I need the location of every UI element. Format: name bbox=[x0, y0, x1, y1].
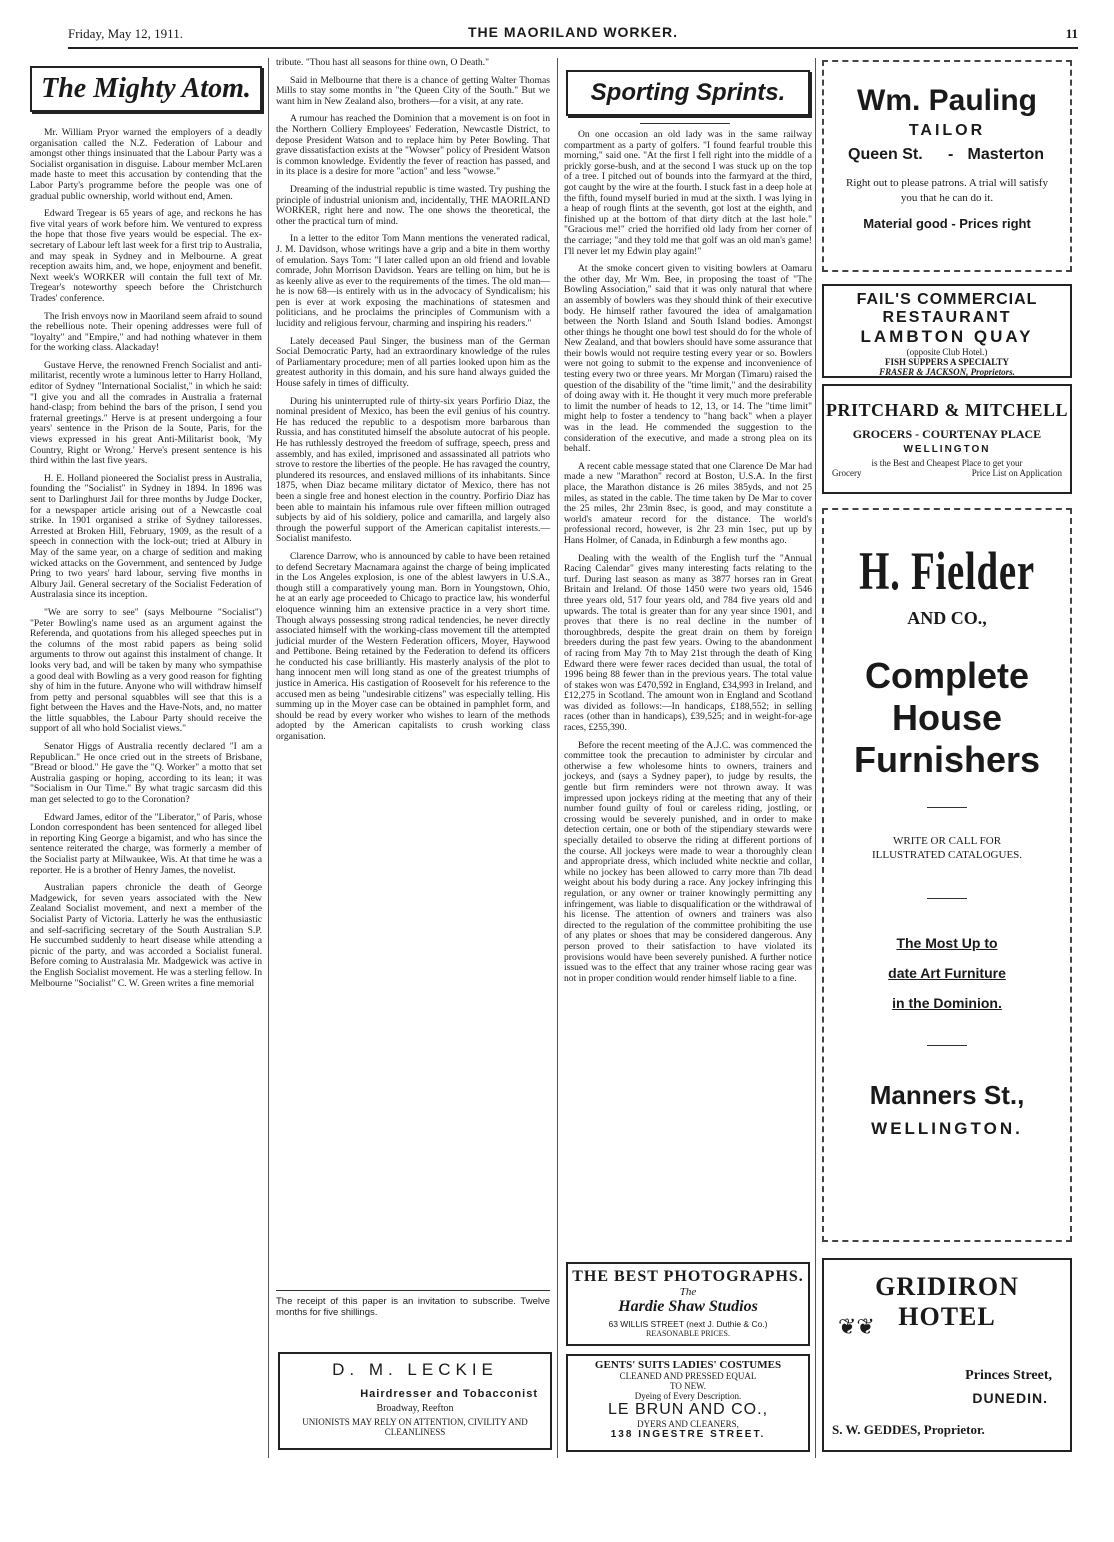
divider bbox=[276, 1290, 550, 1291]
header-rule bbox=[68, 47, 1078, 49]
leckie-ad bbox=[278, 1352, 552, 1450]
paragraph: During his uninterrupted rule of thirty-six years Porfirio Diaz, the nominal president of Mexico, has been the evil genius of his country. He has reduced the republic to a despotism more barbarous than Russia, and has constituted himself the absolute autocrat of his people. He has ruthlessly destroyed the freedom of suffrage, speech, press and assembly, and has exiled, imprisoned and assassinated all patriots who strove to restore the liberties of the people. He has ravaged the country, plundered its resources, and enslaved millions of its inhabitants. Since 1875, when Diaz became military dictator of Mexico, there has not been a single free and honest election in the country. Porfirio Diaz has been able to maintain his infamous rule over fifteen million outraged subjects by aid of his soldiery, police and camarilla, and largely also through the powerful support of the American capitalist interests.—Socialist manifesto. bbox=[276, 395, 550, 545]
divider bbox=[640, 123, 730, 124]
fielder-tagline: House bbox=[891, 697, 1003, 738]
le-brun-name: LE BRUN AND CO., bbox=[607, 1401, 769, 1418]
le-brun-line: Dyeing of Every Description. bbox=[634, 1391, 742, 1401]
gridiron-ornament-icon: ❦❦ bbox=[838, 1314, 875, 1339]
leckie-name: D. M. LECKIE bbox=[332, 1360, 498, 1379]
sporting-sprints-title: Sporting Sprints. bbox=[566, 70, 810, 116]
divider bbox=[927, 807, 967, 808]
paragraph: Lately deceased Paul Singer, the business man of the German Social Democratic Party, had an extraordinary knowledge of the rules of Parliamentary procedure; men of all parties looked upon him as the greatest authority in this domain, and his sure hand always guided the House safely in times of difficulty. bbox=[276, 335, 550, 390]
pritchard-mitchell-ad bbox=[822, 384, 1072, 494]
gridiron-proprietor: S. W. GEDDES, Proprietor. bbox=[832, 1422, 985, 1437]
leckie-trade: Hairdresser and Tobacconist bbox=[360, 1388, 538, 1400]
gridiron-hotel-ad bbox=[822, 1258, 1072, 1452]
pritchard-line: Price List on Application bbox=[971, 468, 1062, 478]
fails-line: FISH SUPPERS A SPECIALTY bbox=[885, 357, 1009, 367]
hardie-prices: REASONABLE PRICES. bbox=[645, 1329, 730, 1338]
le-brun-line: TO NEW. bbox=[670, 1381, 706, 1391]
hardie-the: The bbox=[679, 1286, 697, 1298]
fails-line: (opposite Club Hotel.) bbox=[906, 347, 988, 357]
fails-line: RESTAURANT bbox=[882, 309, 1012, 326]
fielder-name: H. Fielder bbox=[859, 541, 1035, 601]
fails-restaurant-ad bbox=[822, 284, 1072, 378]
fails-line: FAIL'S COMMERCIAL bbox=[856, 291, 1038, 308]
le-brun-ad bbox=[566, 1354, 810, 1452]
pauling-town: Masterton bbox=[967, 146, 1044, 163]
paragraph: In a letter to the editor Tom Mann mentions the venerated radical, J. M. Davidson, whose writings have a grip and a bite in them worthy of emulation. Says Tom: "I later called upon an old friend and lovable comrade, John Morrison Davidson. Years are telling on him, but he is as keenly alive as ever to the requirements of the times. The old man—he is now 68—is entirely with us in the advocacy of Syndicalism; his pen is ever at work exposing the machinations of statesmen and politicians, and he proclaims the principles of Communism with a lucidity and religious fervour, charming and inspiring his readers." bbox=[276, 233, 550, 330]
fielder-ad bbox=[822, 508, 1072, 1242]
hardie-address: 63 WILLIS STREET (next J. Duthie & Co.) bbox=[608, 1319, 768, 1329]
le-brun-top: GENTS' SUITS LADIES' COSTUMES bbox=[594, 1359, 782, 1371]
column-rule bbox=[815, 58, 816, 1458]
paragraph: Australian papers chronicle the death of George Madgewick, for seven years associated with the New Zealand Socialist movement, and next a member of the Socialist Party of Victoria. Latterly he was the enthusiastic and self-sacrificing secretary of the South Australian S.P. He succumbed suddenly to heart disease while attending a picnic of the party, and was accorded a Socialist funeral. Before coming to Australasia Mr. Madgewick was active in the English Socialist movement. He was a sterling fellow. In Melbourne "Socialist" C. W. Green writes a fine memorial bbox=[30, 882, 262, 989]
paragraph: A rumour has reached the Dominion that a movement is on foot in the Northern Colliery Employees' Federation, Newcastle District, to depose President Watson and to replace him by Peter Bowling. That grave dissatisfaction exists at the "Wowser" policy of President Watson is common knowledge. Evidently the fever of reaction has passed, and in its place is a desire for more "action" and less "wowse." bbox=[276, 113, 550, 178]
pritchard-city: WELLINGTON bbox=[903, 444, 991, 455]
fielder-co: AND CO., bbox=[907, 608, 987, 628]
pauling-trade: TAILOR bbox=[908, 122, 986, 139]
fielder-promo: in the Dominion. bbox=[892, 995, 1002, 1011]
leckie-address: Broadway, Reefton bbox=[376, 1403, 454, 1414]
pauling-blurb: Right out to please patrons. A trial will satisfy you that he can do it. bbox=[846, 177, 1048, 204]
pauling-street: Queen St. bbox=[848, 146, 923, 163]
column-rule bbox=[268, 58, 269, 1458]
pauling-name: Wm. Pauling bbox=[857, 84, 1037, 117]
paragraph: Said in Melbourne that there is a chance of getting Walter Thomas Mills to stay some months in "the Queen City of the South." But we want him in New Zealand also, brothers—for a visit, at any rate. bbox=[276, 74, 550, 107]
gridiron-name: GRIDIRON HOTEL bbox=[875, 1272, 1019, 1331]
gridiron-street: Princes Street, bbox=[965, 1368, 1052, 1383]
pauling-slogan: Material good - Prices right bbox=[863, 216, 1031, 231]
column-1 bbox=[30, 128, 262, 996]
paragraph: On one occasion an old lady was in the same railway compartment as a party of golfers. "I found fearful trouble this morning," said one. "At the first I fell right into the middle of a prickly gorse-bush, and at the second I was stuck up on the top of a tree. I pitched out of bounds into the farmyard at the third, got caught by the wire at the fourth. I stuck fast in a deep hole at the fifth, found myself buried in mud at the sixth. I was lying in a heap of rough flints at the seventh, got lost at the eighth, and finished up at the bottom of that dirty ditch at the last hole." "Gracious me!" cried the horrified old lady from her corner of the carriage; "and they told me that golf was an old man's game! I'll never let my Edwin play again!" bbox=[564, 129, 812, 257]
fielder-promo: date Art Furniture bbox=[888, 965, 1006, 981]
fielder-city: WELLINGTON. bbox=[871, 1119, 1023, 1138]
pritchard-footer bbox=[824, 468, 1070, 480]
paragraph: Gustave Herve, the renowned French Socialist and anti-militarist, recently wrote a luminous letter to Harry Holland, editor of Sydney "International Socialist," in which he said: "I give you and all the comrades in Australia a fraternal hand-clasp; from behind the bars of the prison, I send you fraternal greetings." Herve is at present undergoing a four years' sentence in the Prison de la Soute, Paris, for the views expressed in his great Anti-Militarist book, 'My Country, Right or Wrong.' Herve's present sentence is his third within the last five years. bbox=[30, 359, 262, 467]
paragraph: Dealing with the wealth of the English turf the "Annual Racing Calendar" gives many interesting facts relating to the turf. During last season as many as 3877 horses ran in Great Britain and Ireland. Of those 1450 were two years old, 1546 three years old, 517 four years old, and 784 five years old and upwards. The total is greater than for any year since 1901, and proves that there is no real decline in the number of thoroughbreds, despite the great drain on them by foreign breeders during the past few years. Owing to the abandonment of racing from May 7th to May 21st through the death of King Edward there were fewer races decided than usual, the total of 1996 being 88 fewer than in the previous years. The total value of stakes won was £470,592 in England, £34,993 in Ireland, and £12,275 in Scotland. The amount won in England and Scotland was divided as follows:—In handicaps, £188,552; in selling races (other than in handicaps), £39,525; and in weight-for-age races, £255,390. bbox=[564, 552, 812, 734]
paragraph: Clarence Darrow, who is announced by cable to have been retained to defend Secretary Macnamara against the charge of being implicated in the Los Angeles explosion, is one of the ablest lawyers in U.S.A., though still a comparatively young man. Born in Youngstown, Ohio, he at an early age proceeded to Chicago to practice law, his wonderful eloquence winning him an extensive practice in a very short time. Though always possessing strong radical tendencies, he never directly associated himself with the working-class movement till the attempted judicial murder of the Western Federation officers, Moyer, Haywood and Pettibone. Being retained by the Federation to defend its officers he conducted his case brilliantly. His masterly analysis of the plot to hang innocent men will long stand as one of the greatest triumphs of justice in America. His castigation of Roosevelt for his reference to the accused men as being "undesirable citizens" was especially telling. His summing up in the Moyer case can be obtained in pamphlet form, and should be read by every worker who wishes to learn of the methods adopted by the American capitalists to crush working class organisation. bbox=[276, 550, 550, 743]
column-3 bbox=[564, 130, 812, 991]
hardie-headline: THE BEST PHOTOGRAPHS. bbox=[572, 1268, 804, 1285]
receipt-notice-box bbox=[276, 1296, 550, 1325]
receipt-notice: The receipt of this paper is an invitation to subscribe. Twelve months for five shillings. bbox=[276, 1296, 550, 1318]
paragraph: At the smoke concert given to visiting bowlers at Oamaru the other day, Mr Wm. Bee, in proposing the toast of "The Bowling Association," said that it was only natural that where an assembly of bowlers was they should think of their executive body. He himself rather favoured the idea of amalgamation between the North Island and South Island bodies. Amongst other things he thought one bowl test should do for the whole of New Zealand, and that bowlers should have some assurance that their bowls would not require testing every year or so. Bowlers were not going to submit to the expense and inconvenience of testing every two or three years. Mr Morgan (Timaru) raised the question of the disability of the "time limit," and the desirability of doing away with it. He thought it very much more preferable to limit the number of heads to 12, 13, or 14. The "time limit" might help to foster a tendency to "hang back" when a player was in the lead. He commended the suggestion to the consideration of the executive, and made a strong plea on its behalf. bbox=[564, 263, 812, 455]
paragraph: "We are sorry to see" (says Melbourne "Socialist") "Peter Bowling's name used as an argument against the Referenda, and quotations from his alleged speeches put in the columns of the most rabid papers as being solid arguments to throw out against this instalment of change. It looks very bad, and will be taken by many who sympathise a good deal with Bowling as a very good reason for fighting shy of him in the future. Anyone who will withdraw himself from petty and personal squabbles will see that this is a fight between the Haves and the Have-Nots, and, no matter the little squabbles, the Labour Party should receive the support of all who hold Socialist views." bbox=[30, 606, 262, 735]
paragraph: tribute. "Thou hast all seasons for thine own, O Death." bbox=[276, 57, 489, 68]
column-2 bbox=[276, 58, 550, 750]
gridiron-city: DUNEDIN. bbox=[972, 1390, 1048, 1406]
fails-street: LAMBTON QUAY bbox=[860, 327, 1034, 346]
fielder-tagline: Furnishers bbox=[853, 739, 1041, 780]
hardie-studio: Hardie Shaw Studios bbox=[618, 1298, 758, 1315]
issue-date: Friday, May 12, 1911. bbox=[68, 26, 183, 41]
pritchard-name: PRITCHARD & MITCHELL bbox=[825, 400, 1068, 420]
divider bbox=[927, 1045, 967, 1046]
column-rule bbox=[557, 58, 558, 1458]
pauling-address: Queen St. - Masterton bbox=[848, 146, 1044, 163]
fielder-catalogue: WRITE OR CALL FOR ILLUSTRATED CATALOGUES. bbox=[871, 835, 1023, 861]
leckie-note: UNIONISTS MAY RELY ON ATTENTION, CIVILITY AND CLEANLINESS bbox=[302, 1417, 528, 1437]
mighty-atom-title: The Mighty Atom. bbox=[30, 66, 262, 112]
pauling-ad bbox=[822, 60, 1072, 272]
paragraph: H. E. Holland pioneered the Socialist press in Australia, founding the "Socialist" in Sydney in 1894. In 1896 was sent to Darlinghurst Jail for three months by Judge Docker, for a newspaper article arising out of a Newcastle coal strike. In 1901 organised a strike of Sydney tailoresses. Arrested at Broken Hill, February, 1909, as the result of a speech in connection with the lock-out; tried at Albury in May of the same year, on a charge of sedition and making wicked attacks on the Government, and sentenced by Judge Pring to two years' hard labour, serving five months in Albury Jail. General secretary of the Socialist Federation of Australasia since its inception. bbox=[30, 472, 262, 601]
paragraph: A recent cable message stated that one Clarence De Mar had made a new "Marathon" record at Boston, U.S.A. In the first place, the Marathon distance is 26 miles 385yds, and not 25 miles, as stated in the cable. The time taken by De Mar to cover the 25 miles, 2hr 23min 8sec, is good, and may constitute a world's amateur record for the distance. The world's professional record, however, is 2hr 23 min 1sec, put up by Hans Holmer, of Canada, in Edinburgh a few months ago. bbox=[564, 460, 812, 546]
paragraph: Senator Higgs of Australia recently declared "I am a Republican." He once cried out in the streets of Brisbane, "Bread or blood." He gave the "Q. Worker" a motto that set Australia gasping or hoping, according to its lean; it was "Socialism in Our Time." By what tragic sarcasm did this man get selected to go to the Coronation? bbox=[30, 741, 262, 806]
fielder-tagline: Complete bbox=[864, 655, 1030, 696]
paragraph: Dreaming of the industrial republic is time wasted. Try pushing the principle of industrial unionism and, incidentally, THE MAORILAND WORKER, right here and now. The one shows the theoretical, the other the practical turn of mind. bbox=[276, 183, 550, 227]
paragraph: The Irish envoys now in Maoriland seem afraid to sound the rebellious note. Their opening addresses were full of "loyalty" and "Empire," and had nothing whatever in them for the working class. Alackaday! bbox=[30, 310, 262, 354]
le-brun-line: DYERS AND CLEANERS, bbox=[637, 1419, 739, 1429]
hardie-shaw-ad bbox=[566, 1262, 810, 1346]
paper-title: THE MAORILAND WORKER. bbox=[468, 24, 678, 40]
pritchard-line: is the Best and Cheapest Place to get your bbox=[871, 458, 1023, 468]
paragraph: Edward Tregear is 65 years of age, and reckons he has five vital years of work before him. We ventured to express the hope that those five years would be especial. The ex-secretary of Labour left last week for a first trip to Australia, and may speak in Sydney and in Melbourne. A great reception awaits him, and, we hope, enjoyment and benefit. Next week's WORKER will contain the full text of Mr. Tregear's noteworthy speech before the Christchurch Trades' conference. bbox=[30, 208, 262, 304]
le-brun-line: CLEANED AND PRESSED EQUAL bbox=[619, 1371, 757, 1381]
paragraph: Mr. William Pryor warned the employers of a deadly organisation called the N.Z. Federation of Labour and amongst other things insinuated that the Labour Party was a Socialist organisation in disguise. Labour member McLaren made haste to meet this accusation by contending that the Labor Party's programme before the people was one of gradual public ownership, world without end, Amen. bbox=[30, 127, 262, 202]
paragraph: Before the recent meeting of the A.J.C. was commenced the committee took the precaution to administer by circular and otherwise a few wholesome hints to owners, trainers and jockeys, and (says a Sydney paper), to judge by results, the gentle but firm reminders were not thrown away. It was impressed upon jockeys riding at the meeting that any of their number found guilty of foul or careless riding, jostling, or crossing would be severely punished, and in order to make detection certain, one or both of the stipendiary stewards were specially detailed to observe the riding at different portions of the course. All jockeys were made to wear a thoroughly clean and appropriate dress, which included white necktie and collar, while no jockey has been allowed to carry more than 7lb dead weight about his body during a race. Any jockey infringing this regulation, or any owner or trainer knowingly permitting any infringement, was liable to disqualification or the withdrawal of his license. The attention of owners and trainers was also directed to the regulation of the committee prohibiting the use of any plates or shoes that may be considered dangerous. Any person proved to their satisfaction to have violated its provisions would have been severely punished. A further notice issued was to the effect that any trainer whose racing gear was not in proper condition would render himself liable to a fine. bbox=[564, 739, 812, 984]
pritchard-line: Grocery bbox=[832, 468, 862, 478]
divider bbox=[927, 898, 967, 899]
fails-proprietors: FRASER & JACKSON, Proprietors. bbox=[879, 367, 1015, 377]
pritchard-line: GROCERS - COURTENAY PLACE bbox=[852, 427, 1042, 441]
le-brun-address: 138 INGESTRE STREET. bbox=[610, 1429, 766, 1440]
fielder-street: Manners St., bbox=[869, 1080, 1025, 1110]
paragraph: Edward James, editor of the "Liberator," of Paris, whose London correspondent has been sentenced for alleged libel in reporting King George a bigamist, and who has since the sentence reiterated the charge, was formerly a member of the Socialist party at Milwaukee, Wis. At that time he was a reporter. He is a brother of Henry James, the novelist. bbox=[30, 811, 262, 876]
masthead bbox=[68, 20, 1078, 42]
page-number: 11 bbox=[1065, 26, 1078, 41]
fielder-promo: The Most Up to bbox=[896, 935, 998, 951]
